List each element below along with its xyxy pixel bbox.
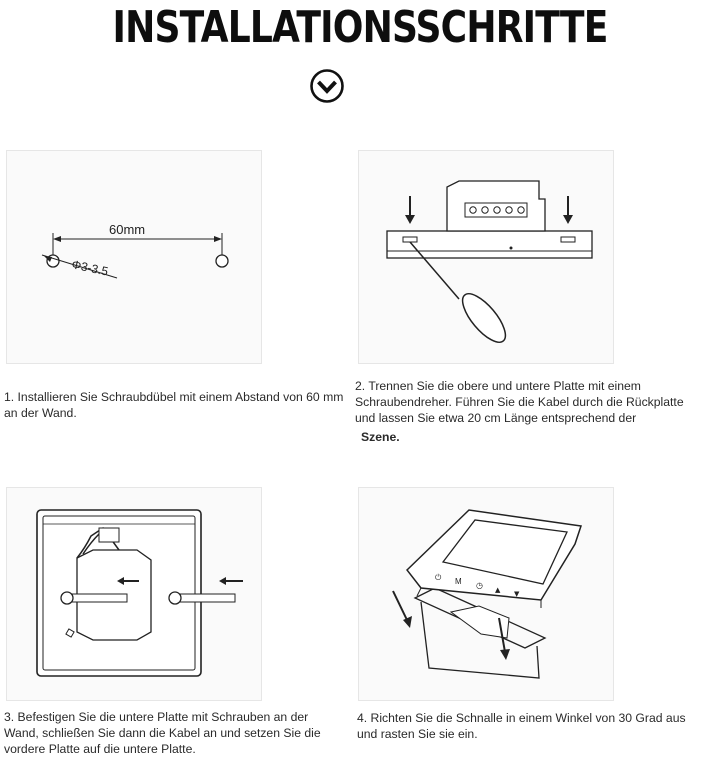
step-1-caption: 1. Installieren Sie Schraubdübel mit einem Abstand von 60 mm an der Wand.	[4, 390, 344, 420]
step-2-diagram	[358, 150, 614, 364]
step-4-diagram	[358, 487, 614, 701]
down-button-label: ▼	[514, 590, 520, 598]
thermostat-base-plate	[387, 231, 592, 258]
step-4-caption: 4. Richten Sie die Schnalle in einem Winkel von 30 Grad aus und rasten Sie sie ein.	[357, 711, 686, 741]
power-button-label: ⏻	[435, 573, 442, 582]
dimension-arrow-right	[214, 236, 222, 242]
mode-button-label: M	[455, 577, 462, 586]
step-3-diagram	[6, 487, 262, 701]
hole-diameter-label: Φ3-3.5	[70, 257, 110, 279]
dimension-label: 60mm	[109, 222, 146, 237]
screwdriver-handle	[456, 287, 513, 348]
step-2-caption: 2. Trennen Sie die obere und untere Platte mit einem Schraubendreher. Führen Sie die Kabel durch die Rückplatte und lassen Sie etwa 20 cm Länge entsprechend der Szene.	[355, 379, 684, 444]
dimension-arrow-left	[53, 236, 61, 242]
arrow-down-left	[393, 591, 407, 620]
chevron-down-circle-icon	[309, 68, 345, 104]
up-button-label: ▲	[495, 586, 501, 594]
screw-hole-right	[216, 255, 228, 267]
step-3-caption: 3. Befestigen Sie die untere Platte mit Schrauben an der Wand, schließen Sie dann die Kabel an und setzen Sie die vordere Platte auf die untere Platte.	[4, 710, 321, 756]
page-title: INSTALLATIONSSCHRITTE	[112, 2, 608, 53]
step-1-diagram	[6, 150, 262, 364]
clock-button-label: ◷	[476, 581, 483, 590]
